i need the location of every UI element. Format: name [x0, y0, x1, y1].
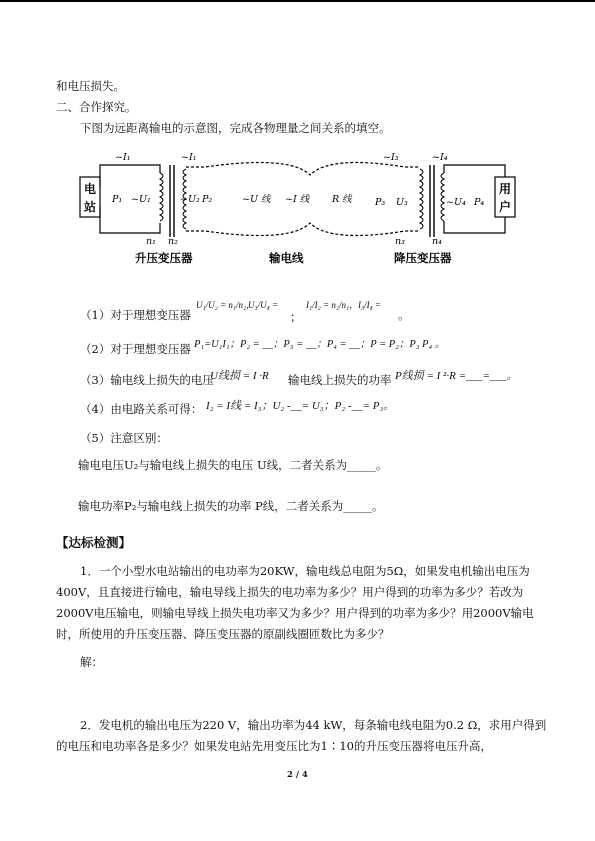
item-1-end: 。	[398, 308, 410, 322]
label-n2: n₂	[168, 236, 178, 247]
label-p3: P₃	[375, 197, 386, 208]
item-5-label: （5）注意区别：	[80, 431, 168, 445]
item-1-formula-2: U₃/U₄ =	[248, 300, 279, 310]
section-title: 【达标检测】	[56, 535, 132, 550]
item-1-sep: ；	[290, 310, 302, 324]
transmission-diagram	[0, 145, 595, 270]
page-number: 2 / 4	[287, 770, 308, 780]
item-2-formula: P₁=U₁I₁；P₂ = __；P₃ = __；P₄ = __；P = P₂；P₃ P₄ 。	[194, 339, 446, 350]
wire	[444, 217, 505, 233]
label-step-down: 降压变压器	[394, 251, 452, 265]
label-i1b: ~I₁	[181, 152, 197, 163]
item-1-formula-1: U₁/U₂ = n₁/n₂，	[196, 300, 256, 310]
item-2-label: （2）对于理想变压器	[80, 342, 191, 356]
label-u2: ~U₂	[180, 194, 200, 205]
user-label-2: 户	[498, 200, 512, 214]
question-2: 2．发电机的输出电压为220 V，输出功率为44 kW，每条输电线电阻为0.2 Ω，求用户得到的电压和电功率各是多少？如果发电站先用变压比为1∶10的升压变压器将电压升高，	[56, 718, 547, 753]
label-n1: n₁	[146, 236, 156, 247]
item-3-mid: 输电线上损失的功率	[288, 373, 392, 387]
user-label-1: 用	[498, 182, 512, 196]
station-label-1: 电	[83, 182, 97, 196]
line-bottom	[186, 223, 420, 236]
label-i3: ~I₃	[383, 152, 399, 163]
label-iline: ~I 线	[285, 194, 310, 205]
item-5-a: 输电电压U₂与输电线上损失的电压 U线，二者关系为_____。	[78, 458, 388, 472]
coil	[160, 173, 163, 221]
label-rline: R 线	[332, 194, 352, 205]
coil	[420, 169, 423, 229]
label-p4: P₄	[474, 197, 485, 208]
label-u1: ~U₁	[131, 194, 151, 205]
instruction-text: 下图为远距离输电的示意图，完成各物理量之间关系的填空。	[80, 121, 391, 135]
line-top	[186, 163, 420, 176]
item-4-formula: I₂ = I线 = I₃；U₂ -__= U₃；P₂ -__= P₃。	[206, 400, 395, 412]
wire	[444, 165, 505, 177]
question-1: 1．一个小型水电站输出的电功率为20KW，输电线总电阻为5Ω，如果发电机输出电压为400V，且直接进行输电，输电导线上损失的电功率为多少？用户得到的功率为多少？若改为2000V电压输电，则输电导线上损失电功率又为多少？用户得到的功率为多少？用2000V输电时，所使用的升压变压器、降压变压器的原副线圈匝数比为多少？	[56, 564, 534, 641]
wire	[100, 165, 160, 187]
label-i1: ~I₁	[115, 152, 131, 163]
item-1-label: （1）对于理想变压器	[80, 308, 191, 322]
header-rule	[0, 0, 595, 2]
label-u3: U₃	[396, 197, 408, 208]
item-4-label: （4）由电路关系可得：	[80, 402, 203, 416]
item-3-label: （3）输电线上损失的电压	[80, 373, 214, 387]
item-5-b: 输电功率P₂与输电线上损失的功率 P线，二者关系为_____。	[78, 499, 384, 513]
label-uline: ~U 线	[242, 194, 271, 205]
coil	[441, 173, 444, 221]
label-n3: n₃	[395, 236, 405, 247]
item-3-formula-1: U线损 = I ·R	[210, 370, 269, 382]
label-p1: P₁	[112, 194, 123, 205]
label-line: 输电线	[269, 251, 304, 265]
label-u4: ~U₄	[446, 197, 466, 208]
item-3-formula-2: P线损 = I ²·R =___=___。	[395, 370, 518, 382]
question-1-answer: 解：	[80, 655, 103, 669]
label-n4: n₄	[432, 236, 442, 247]
label-i4: ~I₄	[432, 152, 448, 163]
item-1-formula-3: I₁/I₂ = n₂/n₁，	[306, 300, 359, 310]
text-line: 和电压损失。	[56, 79, 125, 93]
item-1-formula-4: I₃/I₄ =	[358, 300, 382, 310]
wire	[100, 207, 160, 233]
section-heading: 二、合作探究。	[56, 100, 137, 114]
station-label-2: 站	[83, 200, 97, 214]
label-step-up: 升压变压器	[135, 251, 193, 265]
label-p2: P₂	[202, 194, 213, 205]
